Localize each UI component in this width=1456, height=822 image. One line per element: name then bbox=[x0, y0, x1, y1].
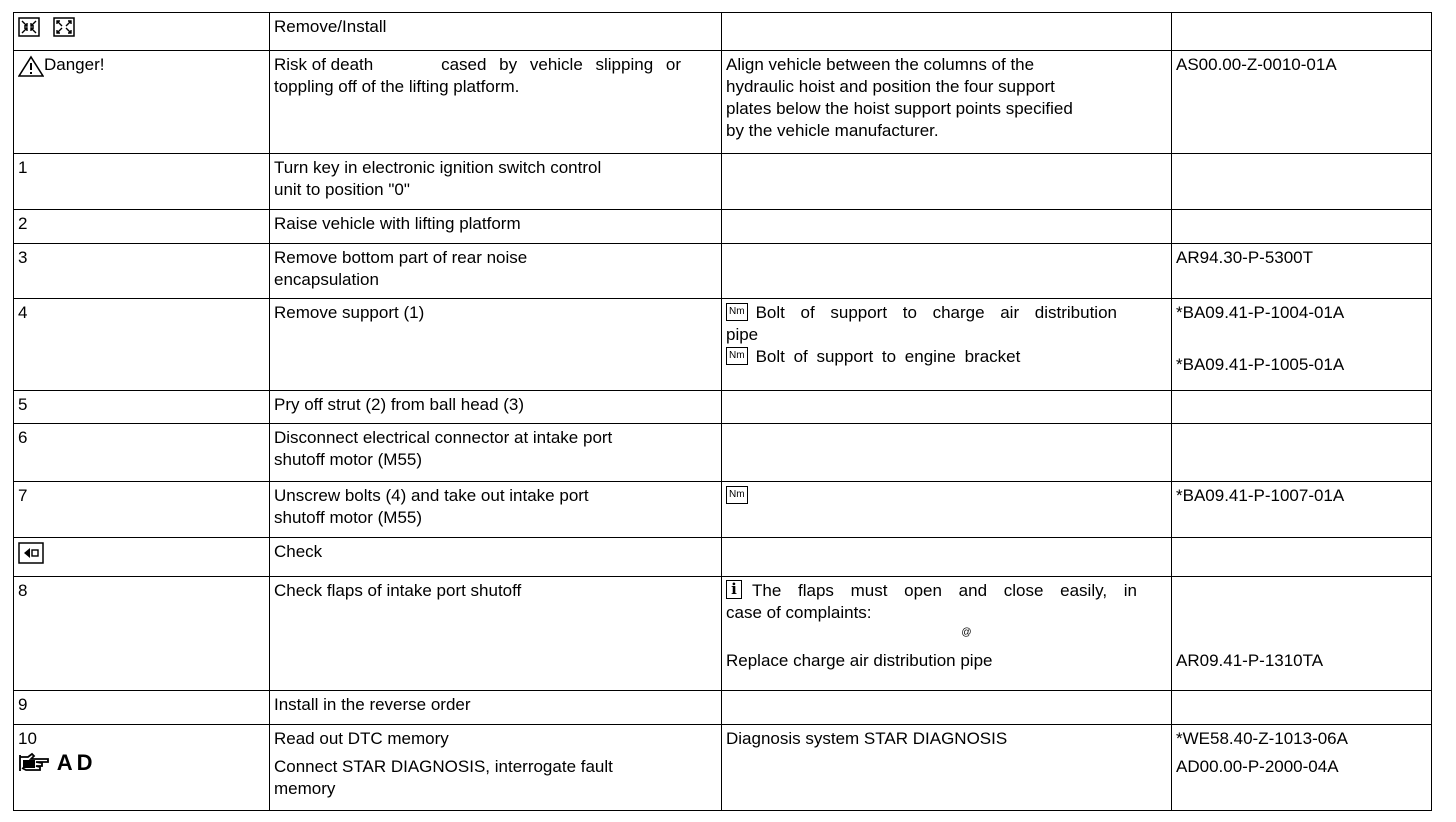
install-icon bbox=[53, 17, 75, 43]
step-number-7: 7 bbox=[14, 482, 270, 538]
speaker-check-icon bbox=[18, 542, 44, 570]
step-10-ref-1: *WE58.40-Z-1013-06A bbox=[1176, 729, 1348, 748]
check-icon-cell bbox=[14, 538, 270, 577]
step-7-ref: *BA09.41-P-1007-01A bbox=[1172, 482, 1432, 538]
step-3-ref: AR94.30-P-5300T bbox=[1172, 244, 1432, 299]
step-text-6 bbox=[270, 424, 722, 482]
step-3-line-1: Remove bottom part of rear noise bbox=[274, 248, 528, 267]
step-number-6: 6 bbox=[14, 424, 270, 482]
pointing-hand-icon bbox=[18, 752, 52, 780]
danger-description bbox=[270, 51, 722, 154]
step-9-ref bbox=[1172, 691, 1432, 725]
table-row bbox=[14, 299, 1432, 391]
danger-instructions bbox=[722, 51, 1172, 154]
step-text-1 bbox=[270, 154, 722, 210]
step-number-3: 3 bbox=[14, 244, 270, 299]
step-4-note bbox=[722, 299, 1172, 391]
torque-nm-icon: Nm bbox=[726, 303, 748, 321]
step-8-info-3: Replace charge air distribution pipe bbox=[726, 651, 993, 670]
danger-instr-line-2: hydraulic hoist and position the four support bbox=[726, 77, 1055, 96]
step-6-note bbox=[722, 424, 1172, 482]
danger-instr-line-1: Align vehicle between the columns of the bbox=[726, 55, 1035, 74]
step-1-line-2: unit to position "0" bbox=[274, 180, 410, 199]
header-empty-3 bbox=[722, 13, 1172, 51]
danger-cell bbox=[14, 51, 270, 154]
step-text-5: Pry off strut (2) from ball head (3) bbox=[270, 391, 722, 424]
step-2-ref bbox=[1172, 210, 1432, 244]
step-4-ref-1: *BA09.41-P-1004-01A bbox=[1176, 303, 1345, 322]
torque-nm-icon: Nm bbox=[726, 486, 748, 504]
warning-triangle-icon bbox=[18, 55, 44, 83]
torque-nm-icon: Nm bbox=[726, 347, 748, 365]
danger-desc-line-1b: cased by vehicle slipping or bbox=[441, 55, 681, 74]
table-row-danger bbox=[14, 51, 1432, 154]
step-number-10 bbox=[14, 725, 270, 811]
danger-instr-line-3: plates below the hoist support points specified bbox=[726, 99, 1073, 118]
danger-desc-line-1a: Risk of death bbox=[274, 55, 374, 74]
table-row bbox=[14, 725, 1432, 811]
step-10-number: 10 bbox=[18, 729, 37, 748]
step-9-note bbox=[722, 691, 1172, 725]
step-6-line-2: shutoff motor (M55) bbox=[274, 450, 423, 469]
danger-label: Danger! bbox=[44, 55, 105, 74]
header-empty-4 bbox=[1172, 13, 1432, 51]
step-7-line-1: Unscrew bolts (4) and take out intake port bbox=[274, 486, 589, 505]
info-icon: i bbox=[726, 580, 742, 599]
step-4-ref-2: *BA09.41-P-1005-01A bbox=[1176, 355, 1345, 374]
table-row bbox=[14, 482, 1432, 538]
step-1-line-1: Turn key in electronic ignition switch control bbox=[274, 158, 602, 177]
danger-desc-line-2: toppling off of the lifting platform. bbox=[274, 77, 520, 96]
step-10-ref-2: AD00.00-P-2000-04A bbox=[1176, 757, 1339, 776]
step-4-ref bbox=[1172, 299, 1432, 391]
table-row bbox=[14, 154, 1432, 210]
ad-label: AD bbox=[56, 750, 97, 775]
step-3-note bbox=[722, 244, 1172, 299]
step-4-torque-1: Bolt of support to charge air distribution bbox=[755, 303, 1117, 322]
step-10-line-3: memory bbox=[274, 779, 336, 798]
table-row bbox=[14, 244, 1432, 299]
header-icons-cell bbox=[14, 13, 270, 51]
step-number-1: 1 bbox=[14, 154, 270, 210]
table-row bbox=[14, 210, 1432, 244]
remove-install-icon bbox=[18, 17, 40, 43]
step-number-4: 4 bbox=[14, 299, 270, 391]
step-7-note bbox=[722, 482, 1172, 538]
step-text-7 bbox=[270, 482, 722, 538]
step-4-torque-1b: pipe bbox=[726, 325, 759, 344]
table-row bbox=[14, 691, 1432, 725]
step-6-line-1: Disconnect electrical connector at intake port bbox=[274, 428, 613, 447]
table-row-header bbox=[14, 13, 1432, 51]
step-2-note bbox=[722, 210, 1172, 244]
step-4-torque-2: Bolt of support to engine bracket bbox=[755, 347, 1021, 366]
table-row bbox=[14, 424, 1432, 482]
table-row bbox=[14, 391, 1432, 424]
step-5-note bbox=[722, 391, 1172, 424]
procedure-table bbox=[13, 12, 1432, 811]
step-8-note bbox=[722, 577, 1172, 691]
step-10-line-2: Connect STAR DIAGNOSIS, interrogate fault bbox=[274, 757, 613, 776]
step-10-ref bbox=[1172, 725, 1432, 811]
step-text-9: Install in the reverse order bbox=[270, 691, 722, 725]
step-10-line-1: Read out DTC memory bbox=[274, 729, 449, 748]
table-row bbox=[14, 577, 1432, 691]
step-number-2: 2 bbox=[14, 210, 270, 244]
step-text-4: Remove support (1) bbox=[270, 299, 722, 391]
table-row-check bbox=[14, 538, 1432, 577]
step-5-ref bbox=[1172, 391, 1432, 424]
danger-reference: AS00.00-Z-0010-01A bbox=[1172, 51, 1432, 154]
step-8-info-2: case of complaints: bbox=[726, 603, 872, 622]
step-8-info-1: The flaps must open and close easily, in bbox=[752, 581, 1137, 600]
danger-instr-line-4: by the vehicle manufacturer. bbox=[726, 121, 939, 140]
check-note bbox=[722, 538, 1172, 577]
header-title: Remove/Install bbox=[270, 13, 722, 51]
step-text-3 bbox=[270, 244, 722, 299]
step-number-5: 5 bbox=[14, 391, 270, 424]
step-6-ref bbox=[1172, 424, 1432, 482]
step-text-2: Raise vehicle with lifting platform bbox=[270, 210, 722, 244]
step-8-ref-1: AR09.41-P-1310TA bbox=[1176, 651, 1324, 670]
check-ref bbox=[1172, 538, 1432, 577]
step-1-ref bbox=[1172, 154, 1432, 210]
step-number-8: 8 bbox=[14, 577, 270, 691]
check-label: Check bbox=[270, 538, 722, 577]
step-8-at-mark: @ bbox=[961, 627, 972, 638]
step-text-10 bbox=[270, 725, 722, 811]
step-8-ref bbox=[1172, 577, 1432, 691]
step-3-line-2: encapsulation bbox=[274, 270, 379, 289]
step-7-line-2: shutoff motor (M55) bbox=[274, 508, 423, 527]
step-number-9: 9 bbox=[14, 691, 270, 725]
step-1-note bbox=[722, 154, 1172, 210]
step-text-8: Check flaps of intake port shutoff bbox=[270, 577, 722, 691]
step-10-note: Diagnosis system STAR DIAGNOSIS bbox=[722, 725, 1172, 811]
